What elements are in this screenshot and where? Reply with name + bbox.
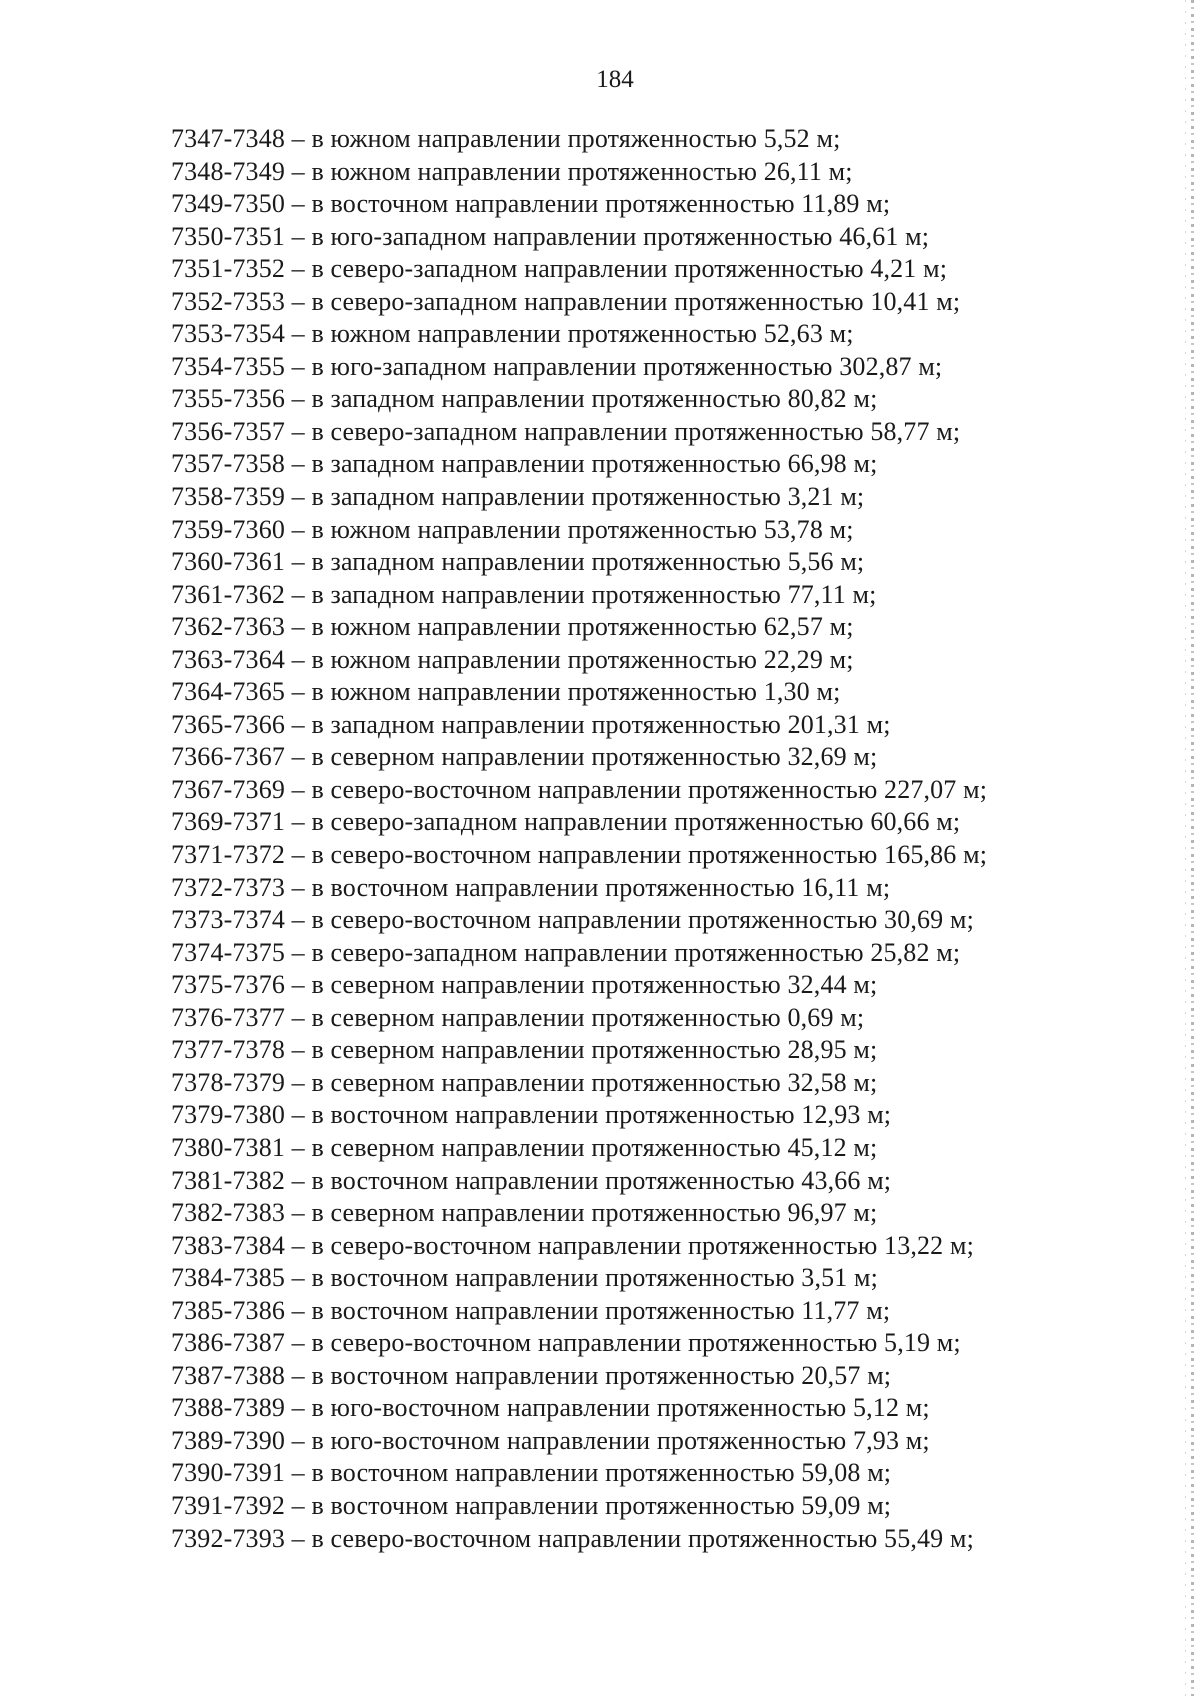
boundary-segment: 7365-7366 – в западном направлении протяженностью 201,31 м;: [171, 709, 891, 739]
boundary-segment: 7360-7361 – в западном направлении протяженностью 5,56 м;: [171, 547, 865, 577]
boundary-segment: 7371-7372 – в северо-восточном направлении протяженностью 165,86 м;: [171, 840, 988, 870]
boundary-segment: 7387-7388 – в восточном направлении протяженностью 20,57 м;: [171, 1360, 892, 1390]
boundary-segment: 7351-7352 – в северо-западном направлении протяженностью 4,21 м;: [171, 254, 948, 284]
boundary-segment: 7363-7364 – в южном направлении протяженностью 22,29 м;: [171, 644, 854, 674]
boundary-segment: 7380-7381 – в северном направлении протяженностью 45,12 м;: [171, 1132, 878, 1162]
boundary-segment: 7373-7374 – в северо-восточном направлении протяженностью 30,69 м;: [171, 905, 974, 935]
boundary-segment: 7382-7383 – в северном направлении протяженностью 96,97 м;: [171, 1198, 878, 1228]
boundary-segment: 7381-7382 – в восточном направлении протяженностью 43,66 м;: [171, 1165, 892, 1195]
boundary-segment: 7348-7349 – в южном направлении протяженностью 26,11 м;: [171, 156, 853, 186]
boundary-segment: 7364-7365 – в южном направлении протяженностью 1,30 м;: [171, 677, 841, 707]
boundary-segment: 7362-7363 – в южном направлении протяженностью 62,57 м;: [171, 612, 854, 642]
boundary-segment: 7358-7359 – в западном направлении протяженностью 3,21 м;: [171, 482, 865, 512]
boundary-segment: 7349-7350 – в восточном направлении протяженностью 11,89 м;: [171, 189, 891, 219]
scan-edge-artifact: [1185, 0, 1186, 1696]
boundary-segment: 7352-7353 – в северо-западном направлении протяженностью 10,41 м;: [171, 286, 961, 316]
boundary-segment: 7369-7371 – в северо-западном направлении протяженностью 60,66 м;: [171, 807, 961, 837]
boundary-segment: 7378-7379 – в северном направлении протяженностью 32,58 м;: [171, 1067, 878, 1097]
boundary-segment: 7389-7390 – в юго-восточном направлении протяженностью 7,93 м;: [171, 1425, 930, 1455]
boundary-segment: 7376-7377 – в северном направлении протяженностью 0,69 м;: [171, 1002, 865, 1032]
boundary-segment: 7347-7348 – в южном направлении протяженностью 5,52 м;: [171, 124, 841, 153]
boundary-segment: 7379-7380 – в восточном направлении протяженностью 12,93 м;: [171, 1100, 892, 1130]
boundary-segment: 7391-7392 – в восточном направлении протяженностью 59,09 м;: [171, 1490, 892, 1520]
scan-edge-artifact: [1191, 0, 1194, 1696]
boundary-segment: 7372-7373 – в восточном направлении протяженностью 16,11 м;: [171, 872, 891, 902]
boundary-segment: 7384-7385 – в восточном направлении протяженностью 3,51 м;: [171, 1263, 879, 1293]
boundary-segment: 7367-7369 – в северо-восточном направлении протяженностью 227,07 м;: [171, 774, 988, 804]
boundary-segment: 7366-7367 – в северном направлении протяженностью 32,69 м;: [171, 742, 878, 772]
boundary-segment: 7353-7354 – в южном направлении протяженностью 52,63 м;: [171, 319, 854, 349]
boundary-segment: 7374-7375 – в северо-западном направлении протяженностью 25,82 м;: [171, 937, 961, 967]
boundary-segment: 7357-7358 – в западном направлении протяженностью 66,98 м;: [171, 449, 878, 479]
boundary-segment: 7390-7391 – в восточном направлении протяженностью 59,08 м;: [171, 1458, 892, 1488]
boundary-segment: 7359-7360 – в южном направлении протяженностью 53,78 м;: [171, 514, 854, 544]
page-number: 184: [596, 66, 634, 93]
boundary-segment: 7383-7384 – в северо-восточном направлении протяженностью 13,22 м;: [171, 1230, 974, 1260]
boundary-segment: 7354-7355 – в юго-западном направлении протяженностью 302,87 м;: [171, 351, 943, 381]
boundary-segment: 7361-7362 – в западном направлении протяженностью 77,11 м;: [171, 579, 877, 609]
boundary-segment: 7350-7351 – в юго-западном направлении протяженностью 46,61 м;: [171, 221, 930, 251]
boundary-segment: 7388-7389 – в юго-восточном направлении протяженностью 5,12 м;: [171, 1393, 930, 1423]
boundary-segment: 7355-7356 – в западном направлении протяженностью 80,82 м;: [171, 384, 878, 414]
boundary-segment: 7375-7376 – в северном направлении протяженностью 32,44 м;: [171, 970, 878, 1000]
boundary-segment-list: [171, 123, 987, 1555]
boundary-segment: 7386-7387 – в северо-восточном направлении протяженностью 5,19 м;: [171, 1328, 961, 1358]
boundary-segment: 7377-7378 – в северном направлении протяженностью 28,95 м;: [171, 1035, 878, 1065]
boundary-segment: 7385-7386 – в восточном направлении протяженностью 11,77 м;: [171, 1295, 891, 1325]
boundary-segment: 7356-7357 – в северо-западном направлении протяженностью 58,77 м;: [171, 416, 961, 446]
boundary-segment: 7392-7393 – в северо-восточном направлении протяженностью 55,49 м;: [171, 1523, 974, 1553]
